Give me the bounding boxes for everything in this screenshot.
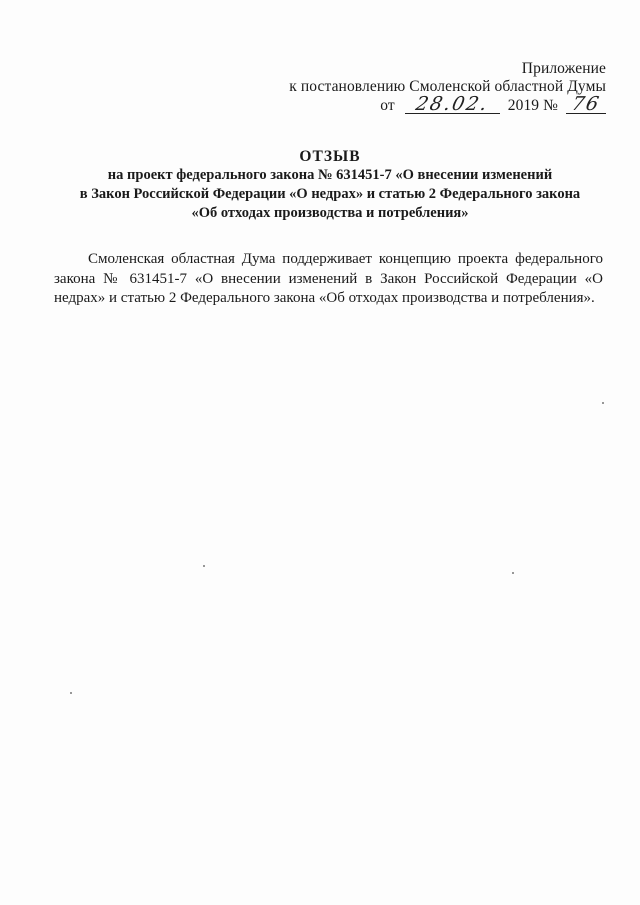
body-paragraph: Смоленская областная Дума поддерживает концепцию проекта федерального закона № 631451-7 «О внесении изменений в Закон Российской Федерации «О недрах» и статью 2 Федерального закона «Об отходах производства и потребления». [54, 251, 603, 306]
date-blank [405, 93, 500, 115]
title-line-3: «Об отходах производства и потребления» [191, 205, 469, 221]
appendix-header [289, 60, 606, 115]
title-line-1: на проект федерального закона № 631451-7 «О внесении изменений [107, 167, 553, 183]
scan-speck [70, 692, 72, 694]
appendix-date-line [289, 93, 606, 115]
title-main: ОТЗЫВ [299, 148, 361, 165]
date-prefix: от [380, 97, 395, 114]
handwritten-date: 28.02. [413, 93, 491, 115]
appendix-label: Приложение [521, 60, 606, 77]
title-line-2: в Закон Российской Федерации «О недрах» и статью 2 Федерального закона [79, 186, 581, 202]
year-number-label: 2019 № [507, 97, 559, 114]
number-blank [566, 93, 606, 115]
handwritten-number: 76 [569, 93, 603, 115]
scan-speck [512, 572, 514, 574]
appendix-resolution-line: к постановлению Смоленской областной Думы [289, 78, 606, 95]
document-title [40, 147, 620, 223]
scan-speck [203, 565, 205, 567]
scan-speck [602, 402, 604, 404]
